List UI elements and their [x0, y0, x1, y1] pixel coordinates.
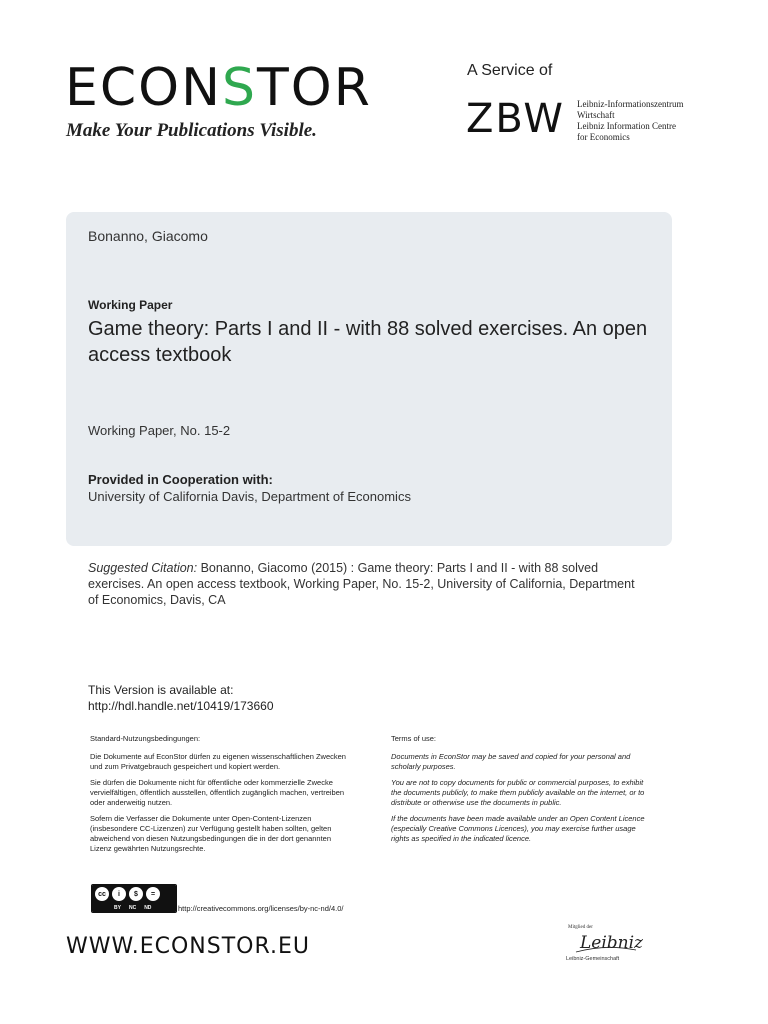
- terms-de-heading: Standard-Nutzungsbedingungen:: [90, 734, 201, 743]
- noncommercial-icon: $: [129, 887, 143, 901]
- terms-en-paragraph: You are not to copy documents for public or commercial purposes, to exhibit the documents publicly, to make them publicly available on the internet, or to distribute or otherwise use the documents in public.: [391, 778, 645, 807]
- econstor-logo: [65, 60, 372, 116]
- terms-en-paragraph: Documents in EconStor may be saved and copied for your personal and scholarly purposes.: [391, 752, 631, 771]
- record-card: [66, 212, 672, 546]
- citation-label: Suggested Citation:: [88, 561, 198, 575]
- license-link[interactable]: http://creativecommons.org/licenses/by-nc-nd/4.0/: [178, 904, 344, 913]
- service-label: A Service of: [467, 62, 553, 79]
- cooperation-label: Provided in Cooperation with:: [88, 472, 273, 487]
- tagline: Make Your Publications Visible.: [66, 120, 317, 141]
- terms-de-paragraph: Die Dokumente auf EconStor dürfen zu eigenen wissenschaftlichen Zwecken und zum Privatgebrauch gespeichert und kopiert werden.: [90, 752, 346, 771]
- leibniz-caption: Leibniz-Gemeinschaft: [566, 956, 620, 962]
- econstor-wordmark: ECONSTOR: [65, 58, 372, 118]
- terms-en-paragraph: If the documents have been made available under an Open Content Licence (especially Creative Commons Licences), you may exercise further usage rights as specified in the indicated licence.: [391, 814, 645, 843]
- cc-label: ND: [144, 904, 152, 911]
- availability-label: This Version is available at:: [88, 683, 234, 697]
- suggested-citation: [88, 560, 648, 608]
- terms-de-paragraph: Sie dürfen die Dokumente nicht für öffentliche oder kommerzielle Zwecke vervielfältigen, öffentlich ausstellen, öffentlich zugänglich machen, vertreiben oder anderweitig nutzen.: [90, 778, 345, 807]
- handle-link[interactable]: http://hdl.handle.net/10419/173660: [88, 699, 274, 713]
- cc-icon: cc: [95, 887, 109, 901]
- cooperation-institution: University of California Davis, Department of Economics: [88, 489, 411, 504]
- zbw-description: Leibniz-Informationszentrum Wirtschaft Leibniz Information Centre for Economics: [577, 99, 684, 142]
- availability: [88, 682, 274, 714]
- document-type: Working Paper: [88, 298, 173, 312]
- attribution-icon: i: [112, 887, 126, 901]
- terms-german: [90, 734, 350, 860]
- cc-label: NC: [128, 904, 137, 911]
- leibniz-signature: Leibniz: [580, 933, 644, 953]
- creative-commons-badge[interactable]: [91, 884, 177, 913]
- terms-english: [391, 734, 651, 850]
- zbw-logo: ZBW: [466, 96, 565, 142]
- leibniz-logo: [566, 922, 646, 972]
- terms-en-heading: Terms of use:: [391, 734, 437, 743]
- leibniz-small-text: Mitglied der: [568, 925, 593, 930]
- series: Working Paper, No. 15-2: [88, 423, 231, 438]
- econstor-url[interactable]: WWW.ECONSTOR.EU: [66, 934, 310, 959]
- author: Bonanno, Giacomo: [88, 228, 208, 244]
- noderivatives-icon: =: [146, 887, 160, 901]
- cc-label: BY: [114, 904, 121, 911]
- terms-de-paragraph: Sofern die Verfasser die Dokumente unter Open-Content-Lizenzen (insbesondere CC-Lizenzen) zur Verfügung gestellt haben sollten, gelten abweichend von diesen Nutzungsbedingungen die in der dort genannten Lizenz gewährten Nutzungsrechte.: [90, 814, 332, 853]
- document-title: Game theory: Parts I and II - with 88 solved exercises. An open access textbook: [88, 318, 648, 366]
- citation-text: Bonanno, Giacomo (2015) : Game theory: Parts I and II - with 88 solved exercises. An open access textbook, Working Paper, No. 15-2, University of California, Department of Economics, Davis, CA: [88, 561, 635, 607]
